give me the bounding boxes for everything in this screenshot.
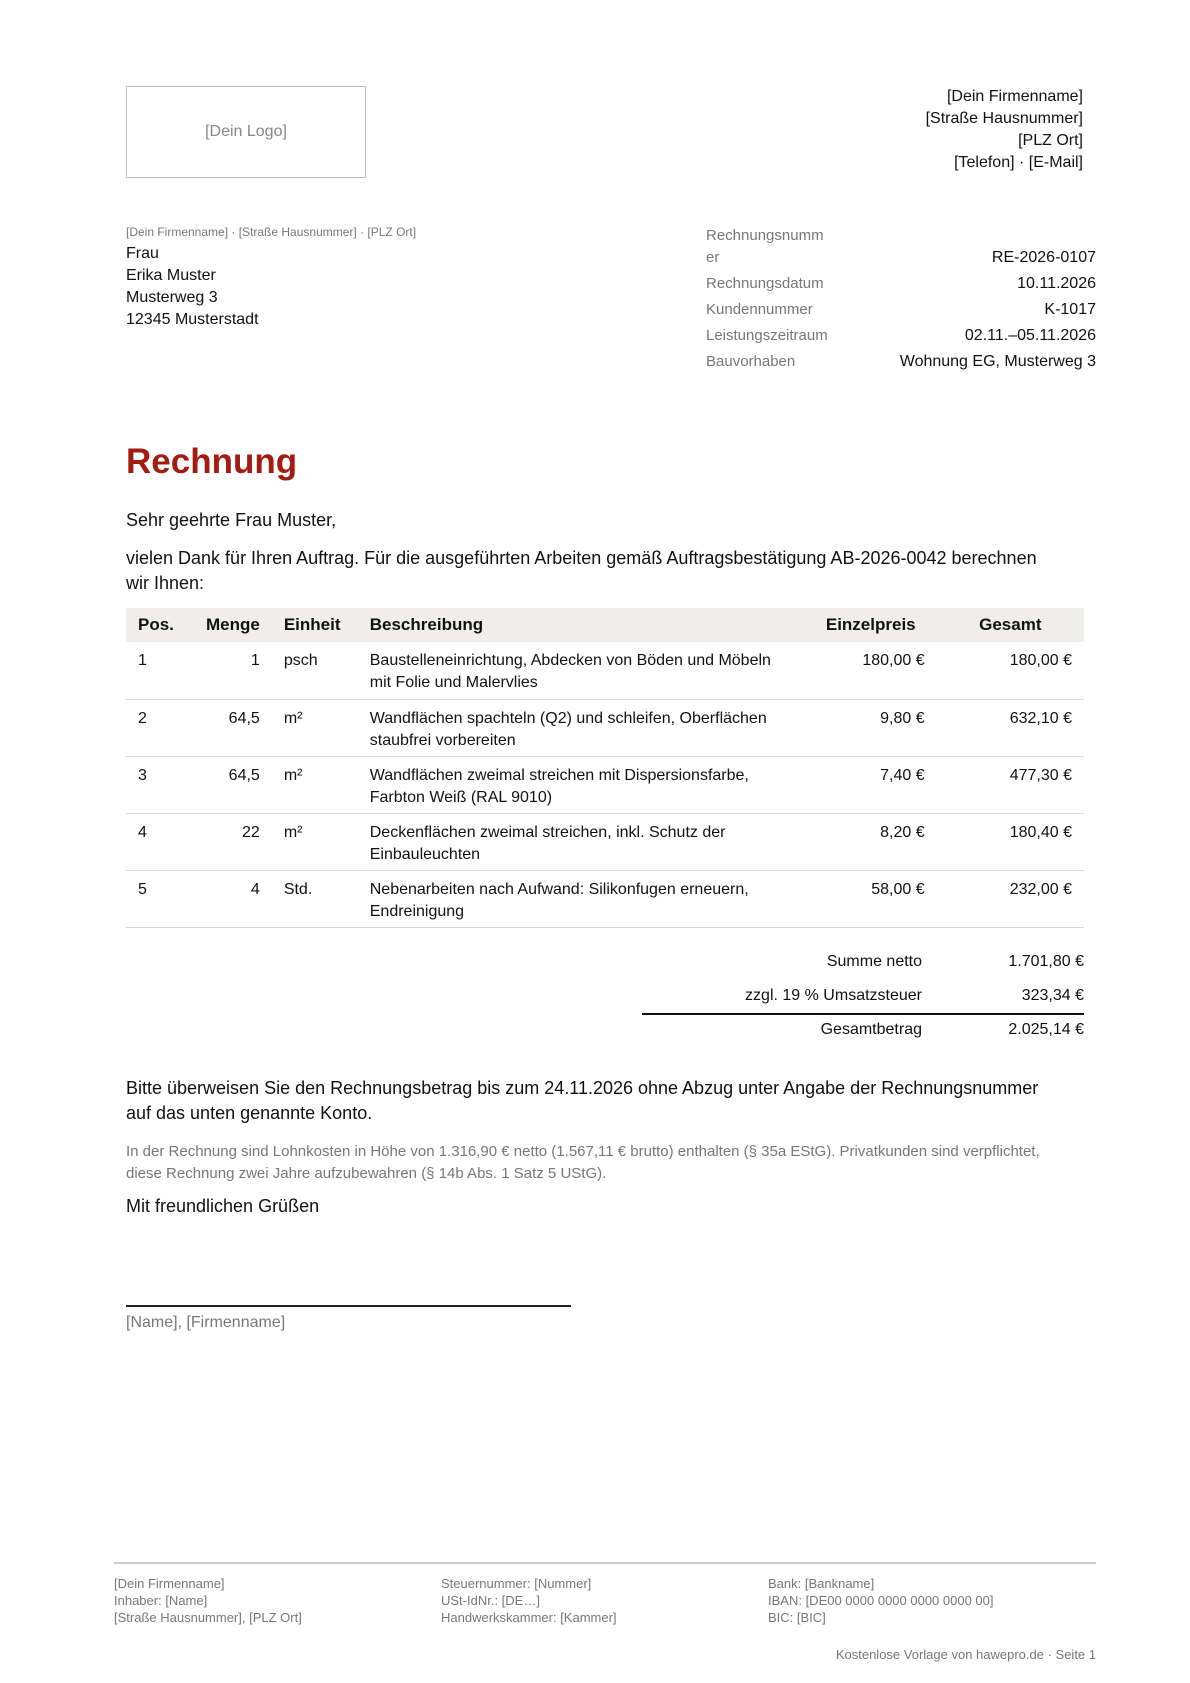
cell-beschreibung: Wandflächen spachteln (Q2) und schleifen, Oberflächen staubfrei vorbereiten bbox=[358, 699, 805, 756]
signature-line bbox=[126, 1305, 571, 1307]
cell-beschreibung: Baustelleneinrichtung, Abdecken von Böden und Möbeln mit Folie und Malervlies bbox=[358, 642, 805, 699]
meta-row bbox=[706, 225, 1096, 269]
cell-gesamt: 632,10 € bbox=[937, 699, 1084, 756]
footer-line: Inhaber: [Name] bbox=[114, 1593, 208, 1608]
vat-value: 323,34 € bbox=[1021, 987, 1084, 1004]
cell-beschreibung: Nebenarbeiten nach Aufwand: Silikonfugen erneuern, Endreinigung bbox=[358, 870, 805, 927]
cell-beschreibung: Deckenflächen zweimal streichen, inkl. Schutz der Einbauleuchten bbox=[358, 813, 805, 870]
meta-row bbox=[706, 351, 1096, 373]
recipient-address bbox=[126, 243, 259, 331]
recipient-street: Musterweg 3 bbox=[126, 289, 218, 306]
table-row bbox=[126, 813, 1084, 870]
table-header-row bbox=[126, 608, 1084, 642]
meta-value: 10.11.2026 bbox=[1017, 275, 1096, 292]
sender-contact: [Telefon] · [E-Mail] bbox=[954, 154, 1083, 171]
net-total-value: 1.701,80 € bbox=[1008, 953, 1084, 970]
sender-city: [PLZ Ort] bbox=[1018, 132, 1083, 149]
cell-gesamt: 180,00 € bbox=[937, 642, 1084, 699]
cell-einzelpreis: 8,20 € bbox=[805, 813, 937, 870]
vat-label: zzgl. 19 % Umsatzsteuer bbox=[745, 987, 922, 1004]
page-footer-note: Kostenlose Vorlage von hawepro.de · Seite 1 bbox=[835, 1647, 1096, 1662]
meta-label: Rechnungsdatum bbox=[706, 275, 824, 292]
cell-menge: 64,5 bbox=[186, 756, 272, 813]
table-row bbox=[126, 642, 1084, 699]
cell-gesamt: 232,00 € bbox=[937, 870, 1084, 927]
cell-pos: 3 bbox=[126, 756, 186, 813]
header-pos: Pos. bbox=[126, 608, 186, 642]
gross-total-label: Gesamtbetrag bbox=[820, 1021, 922, 1038]
salutation: Sehr geehrte Frau Muster, bbox=[126, 510, 337, 530]
cell-menge: 64,5 bbox=[186, 699, 272, 756]
cell-einheit: m² bbox=[272, 813, 358, 870]
cell-menge: 22 bbox=[186, 813, 272, 870]
totals-block bbox=[642, 945, 1084, 1045]
meta-row bbox=[706, 273, 1096, 295]
header-einzelpreis: Einzelpreis bbox=[805, 608, 937, 642]
vat-row bbox=[642, 979, 1084, 1013]
cell-einheit: Std. bbox=[272, 870, 358, 927]
cell-pos: 4 bbox=[126, 813, 186, 870]
cell-einzelpreis: 7,40 € bbox=[805, 756, 937, 813]
cell-einzelpreis: 180,00 € bbox=[805, 642, 937, 699]
cell-gesamt: 180,40 € bbox=[937, 813, 1084, 870]
meta-label: Kundennummer bbox=[706, 301, 813, 318]
closing-greeting: Mit freundlichen Grüßen bbox=[126, 1196, 320, 1216]
gross-total-value: 2.025,14 € bbox=[1008, 1021, 1084, 1038]
sender-company: [Dein Firmenname] bbox=[946, 88, 1083, 105]
return-address: [Dein Firmenname] · [Straße Hausnummer] · [PLZ Ort] bbox=[126, 225, 417, 239]
cell-pos: 5 bbox=[126, 870, 186, 927]
sender-address bbox=[926, 86, 1083, 174]
cell-einheit: m² bbox=[272, 699, 358, 756]
tax-note: In der Rechnung sind Lohnkosten in Höhe von 1.316,90 € netto (1.567,11 € brutto) enthalten (§ 35a EStG). Privatkunden sind verpflichtet, diese Rechnung zwei Jahre aufzubewahren (§ 14b Abs. 1 Satz 5 UStG). bbox=[126, 1143, 1040, 1182]
footer-line: BIC: [BIC] bbox=[768, 1610, 826, 1625]
footer-company-info bbox=[114, 1575, 302, 1626]
footer-line: USt-IdNr.: [DE…] bbox=[441, 1593, 540, 1608]
meta-value: K-1017 bbox=[1044, 301, 1096, 318]
payment-instructions: Bitte überweisen Sie den Rechnungsbetrag bis zum 24.11.2026 ohne Abzug unter Angabe der Rechnungsnummer auf das unten genannte Konto. bbox=[126, 1078, 1039, 1123]
meta-label: Bauvorhaben bbox=[706, 353, 796, 370]
header-gesamt: Gesamt bbox=[937, 608, 1084, 642]
meta-value: RE-2026-0107 bbox=[991, 249, 1096, 266]
footer-bank-info bbox=[768, 1575, 994, 1626]
footer-divider bbox=[114, 1562, 1096, 1564]
footer-line: Steuernummer: [Nummer] bbox=[441, 1576, 592, 1591]
cell-menge: 4 bbox=[186, 870, 272, 927]
cell-einzelpreis: 58,00 € bbox=[805, 870, 937, 927]
meta-value: 02.11.–05.11.2026 bbox=[964, 327, 1096, 344]
gross-total-row bbox=[642, 1013, 1084, 1045]
intro-text: vielen Dank für Ihren Auftrag. Für die ausgeführten Arbeiten gemäß Auftragsbestätigung AB-2026-0042 berechnen wir Ihnen: bbox=[126, 548, 1037, 593]
recipient-city: 12345 Musterstadt bbox=[126, 311, 259, 328]
meta-row bbox=[706, 299, 1096, 321]
table-row bbox=[126, 756, 1084, 813]
cell-pos: 2 bbox=[126, 699, 186, 756]
meta-row bbox=[706, 325, 1096, 347]
cell-menge: 1 bbox=[186, 642, 272, 699]
logo-text: [Dein Logo] bbox=[205, 123, 287, 140]
cell-einheit: m² bbox=[272, 756, 358, 813]
sender-street: [Straße Hausnummer] bbox=[925, 110, 1083, 127]
table-row bbox=[126, 870, 1084, 927]
header-menge: Menge bbox=[186, 608, 272, 642]
footer-line: [Straße Hausnummer], [PLZ Ort] bbox=[114, 1610, 302, 1625]
invoice-meta bbox=[706, 225, 1096, 377]
recipient-name: Erika Muster bbox=[126, 267, 216, 284]
cell-pos: 1 bbox=[126, 642, 186, 699]
cell-gesamt: 477,30 € bbox=[937, 756, 1084, 813]
footer-tax-info bbox=[441, 1575, 617, 1626]
cell-einheit: psch bbox=[272, 642, 358, 699]
header-einheit: Einheit bbox=[272, 608, 358, 642]
header-beschreibung: Beschreibung bbox=[358, 608, 805, 642]
document-title: Rechnung bbox=[126, 442, 298, 481]
line-items-table bbox=[126, 608, 1084, 928]
footer-line: Bank: [Bankname] bbox=[768, 1576, 875, 1591]
meta-label: Leistungszeitraum bbox=[706, 327, 828, 344]
recipient-salutation: Frau bbox=[126, 245, 159, 262]
table-row bbox=[126, 699, 1084, 756]
cell-beschreibung: Wandflächen zweimal streichen mit Dispersionsfarbe, Farbton Weiß (RAL 9010) bbox=[358, 756, 805, 813]
net-total-row bbox=[642, 945, 1084, 979]
cell-einzelpreis: 9,80 € bbox=[805, 699, 937, 756]
meta-value: Wohnung EG, Musterweg 3 bbox=[899, 353, 1096, 370]
logo-placeholder bbox=[126, 86, 366, 178]
footer-line: Handwerkskammer: [Kammer] bbox=[441, 1610, 617, 1625]
meta-label: Rechnungsnummer bbox=[706, 227, 824, 266]
footer-line: IBAN: [DE00 0000 0000 0000 0000 00] bbox=[768, 1593, 994, 1608]
net-total-label: Summe netto bbox=[826, 953, 922, 970]
signature-name: [Name], [Firmenname] bbox=[126, 1314, 286, 1331]
footer-line: [Dein Firmenname] bbox=[114, 1576, 225, 1591]
